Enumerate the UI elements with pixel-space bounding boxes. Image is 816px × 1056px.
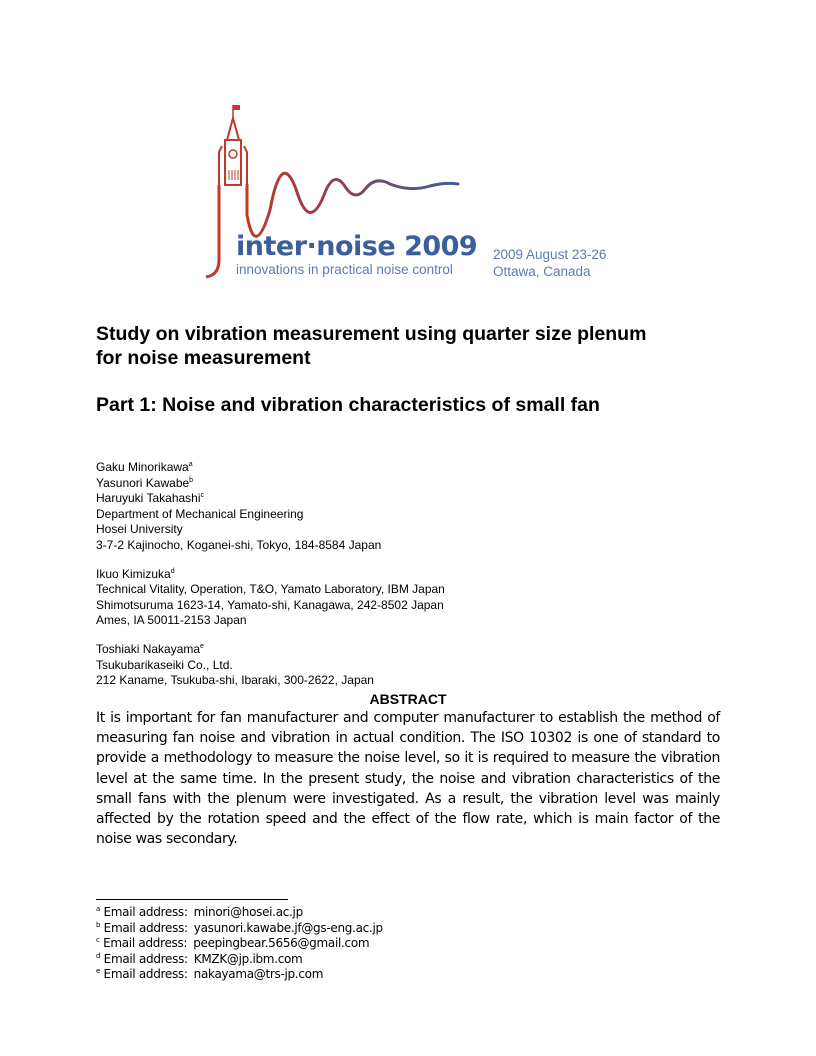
footnote: $^a$ Email address: minori@hosei.ac.jp [96,905,303,919]
affiliation-line: Hosei University [96,522,183,537]
author-group-1 [96,460,445,554]
conference-logo [236,232,477,278]
footnotes [96,905,383,983]
footnote: $^d$ Email address: KMZK@jp.ibm.com [96,951,303,966]
author-list [96,460,445,702]
paper-title [96,322,736,370]
email-address: yasunori.kawabe.jf@gs-eng.ac.jp [193,920,383,935]
logo-tagline: innovations in practical noise control [236,262,453,277]
affiliation-line: Tsukubarikaseiki Co., Ltd. [96,657,233,672]
author-group-3 [96,642,445,689]
email-address: peepingbear.5656@gmail.com [193,936,370,950]
email-address: minori@hosei.ac.jp [193,905,303,919]
footnote: $^c$ Email address: peepingbear.5656@gmail.com [96,936,370,950]
affiliation-line: Shimotsuruma 1623-14, Yamato-shi, Kanagawa, 242-8502 Japan [96,597,444,612]
footnote-divider [96,899,288,900]
paper-part-title: Part 1: Noise and vibration characteristics of small fan [96,394,600,416]
conference-info [493,246,606,280]
author-name: Haruyuki Takahashi$^c$ [96,491,205,506]
paper-title-line1: Study on vibration measurement using quarter size plenum [96,323,647,345]
footnote: $^b$ Email address: yasunori.kawabe.jf@gs-eng.ac.jp [96,920,383,935]
affiliation-line: Ames, IA 50011-2153 Japan [96,613,247,628]
conference-date: 2009 August 23-26 [493,247,607,262]
conference-location: Ottawa, Canada [493,264,591,279]
affiliation-line: 3-7-2 Kajinocho, Koganei-shi, Tokyo, 184-8584 Japan [96,537,382,552]
email-address: KMZK@jp.ibm.com [193,951,303,966]
author-group-2 [96,567,445,629]
affiliation-line: Department of Mechanical Engineering [96,506,304,521]
author-name: Toshiaki Nakayama$^e$ [96,641,204,656]
author-name: Gaku Minorikawa$^a$ [96,460,193,474]
affiliation-line: 212 Kaname, Tsukuba-shi, Ibaraki, 300-2622, Japan [96,673,374,688]
paper-title-line2: for noise measurement [96,347,311,369]
footnote: $^e$ Email address: nakayama@trs-jp.com [96,967,324,981]
email-address: nakayama@trs-jp.com [193,967,324,981]
author-name: Ikuo Kimizuka$^d$ [96,566,175,581]
abstract-text: It is important for fan manufacturer and computer manufacturer to establish the method of measuring fan noise and vibration in actual condition. The ISO 10302 is one of standard to provide a methodology to measure the noise level, so it is required to measure the vibration level at the same time. In the present study, the noise and vibration characteristics of the small fans with the plenum were investigated. As a result, the vibration level was mainly affected by the rotation speed and the effect of the flow rate, which is main factor of the noise was secondary. [96,710,720,848]
abstract-heading: ABSTRACT [369,691,447,707]
author-name: Yasunori Kawabe$^b$ [96,475,194,490]
logo-brand-name: inter·noise 2009 [236,231,478,262]
affiliation-line: Technical Vitality, Operation, T&O, Yamato Laboratory, IBM Japan [96,582,445,597]
